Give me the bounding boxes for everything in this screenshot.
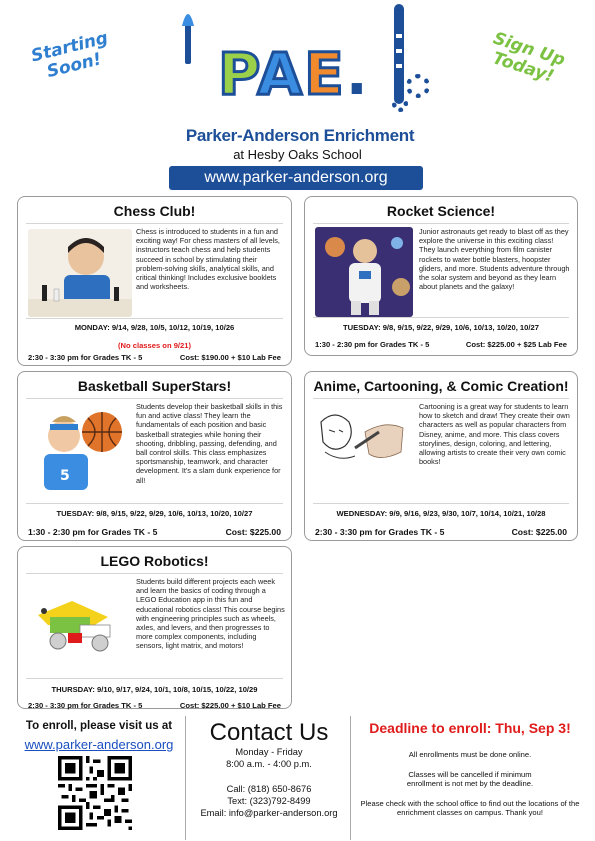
class-description: Cartooning is a great way for students to learn how to sketch and draw! They create their own characters as well as popular characters from Disney, anime, and more. This class covers storylines, design, coloring, and lettering, allowing artists to create their very own comic books! — [419, 402, 570, 467]
divider — [185, 716, 186, 840]
class-title: LEGO Robotics! — [100, 553, 209, 569]
divider — [313, 223, 569, 224]
qr-code-icon[interactable] — [58, 756, 132, 830]
divider — [26, 503, 283, 504]
chess-player-image — [28, 229, 132, 317]
divider — [313, 503, 569, 504]
logo-letters — [218, 40, 370, 108]
sign-up-today-badge: Sign Up Today! — [490, 28, 568, 87]
class-time: 2:30 - 3:30 pm for Grades TK - 5 — [28, 701, 143, 710]
class-description: Students build different projects each week and learn the basics of coding through a LEGO Education app in this fun and educational robotics class! This course begins with engineering principles such as wheels, axles, and levers, and then progresses to more complex components, including sensors, light matrix, and motors! — [136, 577, 285, 651]
divider — [26, 318, 283, 319]
school-name: at Hesby Oaks School — [233, 147, 362, 162]
logo-name: Parker-Anderson Enrichment — [185, 126, 415, 145]
class-days: TUESDAY: 9/8, 9/15, 9/22, 9/29, 10/6, 10/13, 10/20, 10/27 — [56, 509, 253, 518]
phone-call[interactable]: Call: (818) 650-8676 — [226, 784, 312, 794]
enroll-link[interactable]: www.parker-anderson.org — [24, 737, 174, 752]
drawing-hand-image — [315, 402, 407, 476]
small-gear-icon — [392, 96, 408, 112]
class-title: Rocket Science! — [386, 203, 496, 219]
class-time: 1:30 - 2:30 pm for Grades TK - 5 — [28, 527, 158, 537]
svg-text:5: 5 — [60, 468, 70, 484]
class-description: Chess is introduced to students in a fun and exciting way! For chess masters of all levels, instructors teach chess and help students succeed in school by stimulating their problem-solving skills, analytical skills, and critical thinking! Includes exclusive booklets and worksheets. — [136, 227, 280, 292]
deadline-section — [352, 720, 588, 818]
starting-soon-badge: Starting Soon! — [29, 28, 111, 83]
paintbrush-icon — [178, 6, 198, 66]
class-card-basketball — [17, 371, 292, 541]
class-days: MONDAY: 9/14, 9/28, 10/5, 10/12, 10/19, 10/26 — [74, 323, 235, 332]
contact-section — [188, 720, 350, 819]
divider — [26, 223, 283, 224]
divider — [26, 678, 283, 679]
class-card-anime-cartooning — [304, 371, 578, 541]
class-days: WEDNESDAY: 9/9, 9/16, 9/23, 9/30, 10/7, 10/14, 10/21, 10/28 — [336, 509, 546, 518]
divider — [26, 573, 283, 574]
logo-letter-a: A — [257, 40, 305, 108]
class-days: THURSDAY: 9/10, 9/17, 9/24, 10/1, 10/8, 10/15, 10/22, 10/29 — [51, 685, 258, 694]
email[interactable]: Email: info@parker-anderson.org — [200, 808, 338, 818]
class-days: TUESDAY: 9/8, 9/15, 9/22, 9/29, 10/6, 10/13, 10/20, 10/27 — [343, 323, 539, 332]
class-time: 2:30 - 3:30 pm for Grades TK - 5 — [28, 353, 143, 362]
astronaut-image — [315, 227, 413, 317]
class-cost: Cost: $225.00 + $25 Lab Fee — [465, 340, 567, 349]
deadline-note: Please check with the school office to find out the locations of the enrichment classes on campus. Thank you! — [360, 798, 580, 818]
enroll-instruction: To enroll, please visit us at — [25, 720, 173, 732]
class-title: Basketball SuperStars! — [77, 378, 232, 394]
class-cost: Cost: $225.00 — [511, 527, 567, 537]
divider — [313, 398, 569, 399]
office-hours: 8:00 a.m. - 4:00 p.m. — [226, 759, 312, 769]
class-cost: Cost: $225.00 — [225, 527, 281, 537]
class-card-lego-robotics — [17, 546, 292, 709]
logo-letter-e: E — [304, 40, 346, 108]
office-days: Monday - Friday — [235, 747, 303, 757]
class-cost: Cost: $190.00 + $10 Lab Fee — [179, 353, 281, 362]
logo-letter-p: P — [218, 40, 258, 108]
divider — [350, 716, 351, 840]
deadline-note: Classes will be cancelled if minimum enrollment is not met by the deadline. — [406, 769, 534, 789]
logo-letter-dot: . — [345, 40, 370, 108]
class-cost: Cost: $225.00 + $10 Lab Fee — [179, 701, 281, 710]
gear-icon — [406, 74, 430, 98]
class-title: Chess Club! — [113, 203, 196, 219]
class-card-chess — [17, 196, 292, 366]
enroll-section — [8, 720, 190, 752]
class-time: 1:30 - 2:30 pm for Grades TK - 5 — [315, 340, 430, 349]
pae-logo — [170, 4, 430, 145]
class-description: Junior astronauts get ready to blast off as they explore the universe in this exciting class! They launch everything from film canister rockets to water bottle blasters, hoopster gliders, and more. Students adventure through the solar system and beyond as they learn about planets and the galaxy! — [419, 227, 570, 292]
divider — [26, 398, 283, 399]
phone-text[interactable]: Text: (323)792-8499 — [227, 796, 311, 806]
deadline-title: Deadline to enroll: Thu, Sep 3! — [369, 720, 571, 736]
class-time: 2:30 - 3:30 pm for Grades TK - 5 — [315, 527, 445, 537]
class-card-rocket-science — [304, 196, 578, 356]
lego-robot-image — [28, 581, 128, 659]
basketball-player-image — [28, 402, 132, 490]
class-description: Students develop their basketball skills in this fun and active class! They learn the fundamentals of each position and basic basketball strategies while honing their shooting, dribbling, passing, defending, and ball control skills. This class emphasizes sportsmanship, teamwork, and character development. It's a slam dunk experience for all! — [136, 402, 283, 485]
class-note: (No classes on 9/21) — [117, 341, 192, 350]
contact-title: Contact Us — [209, 719, 329, 746]
deadline-note: All enrollments must be done online. — [408, 750, 532, 759]
divider — [313, 317, 569, 318]
website-banner[interactable]: www.parker-anderson.org — [169, 166, 423, 190]
class-title: Anime, Cartooning, & Comic Creation! — [313, 378, 569, 394]
